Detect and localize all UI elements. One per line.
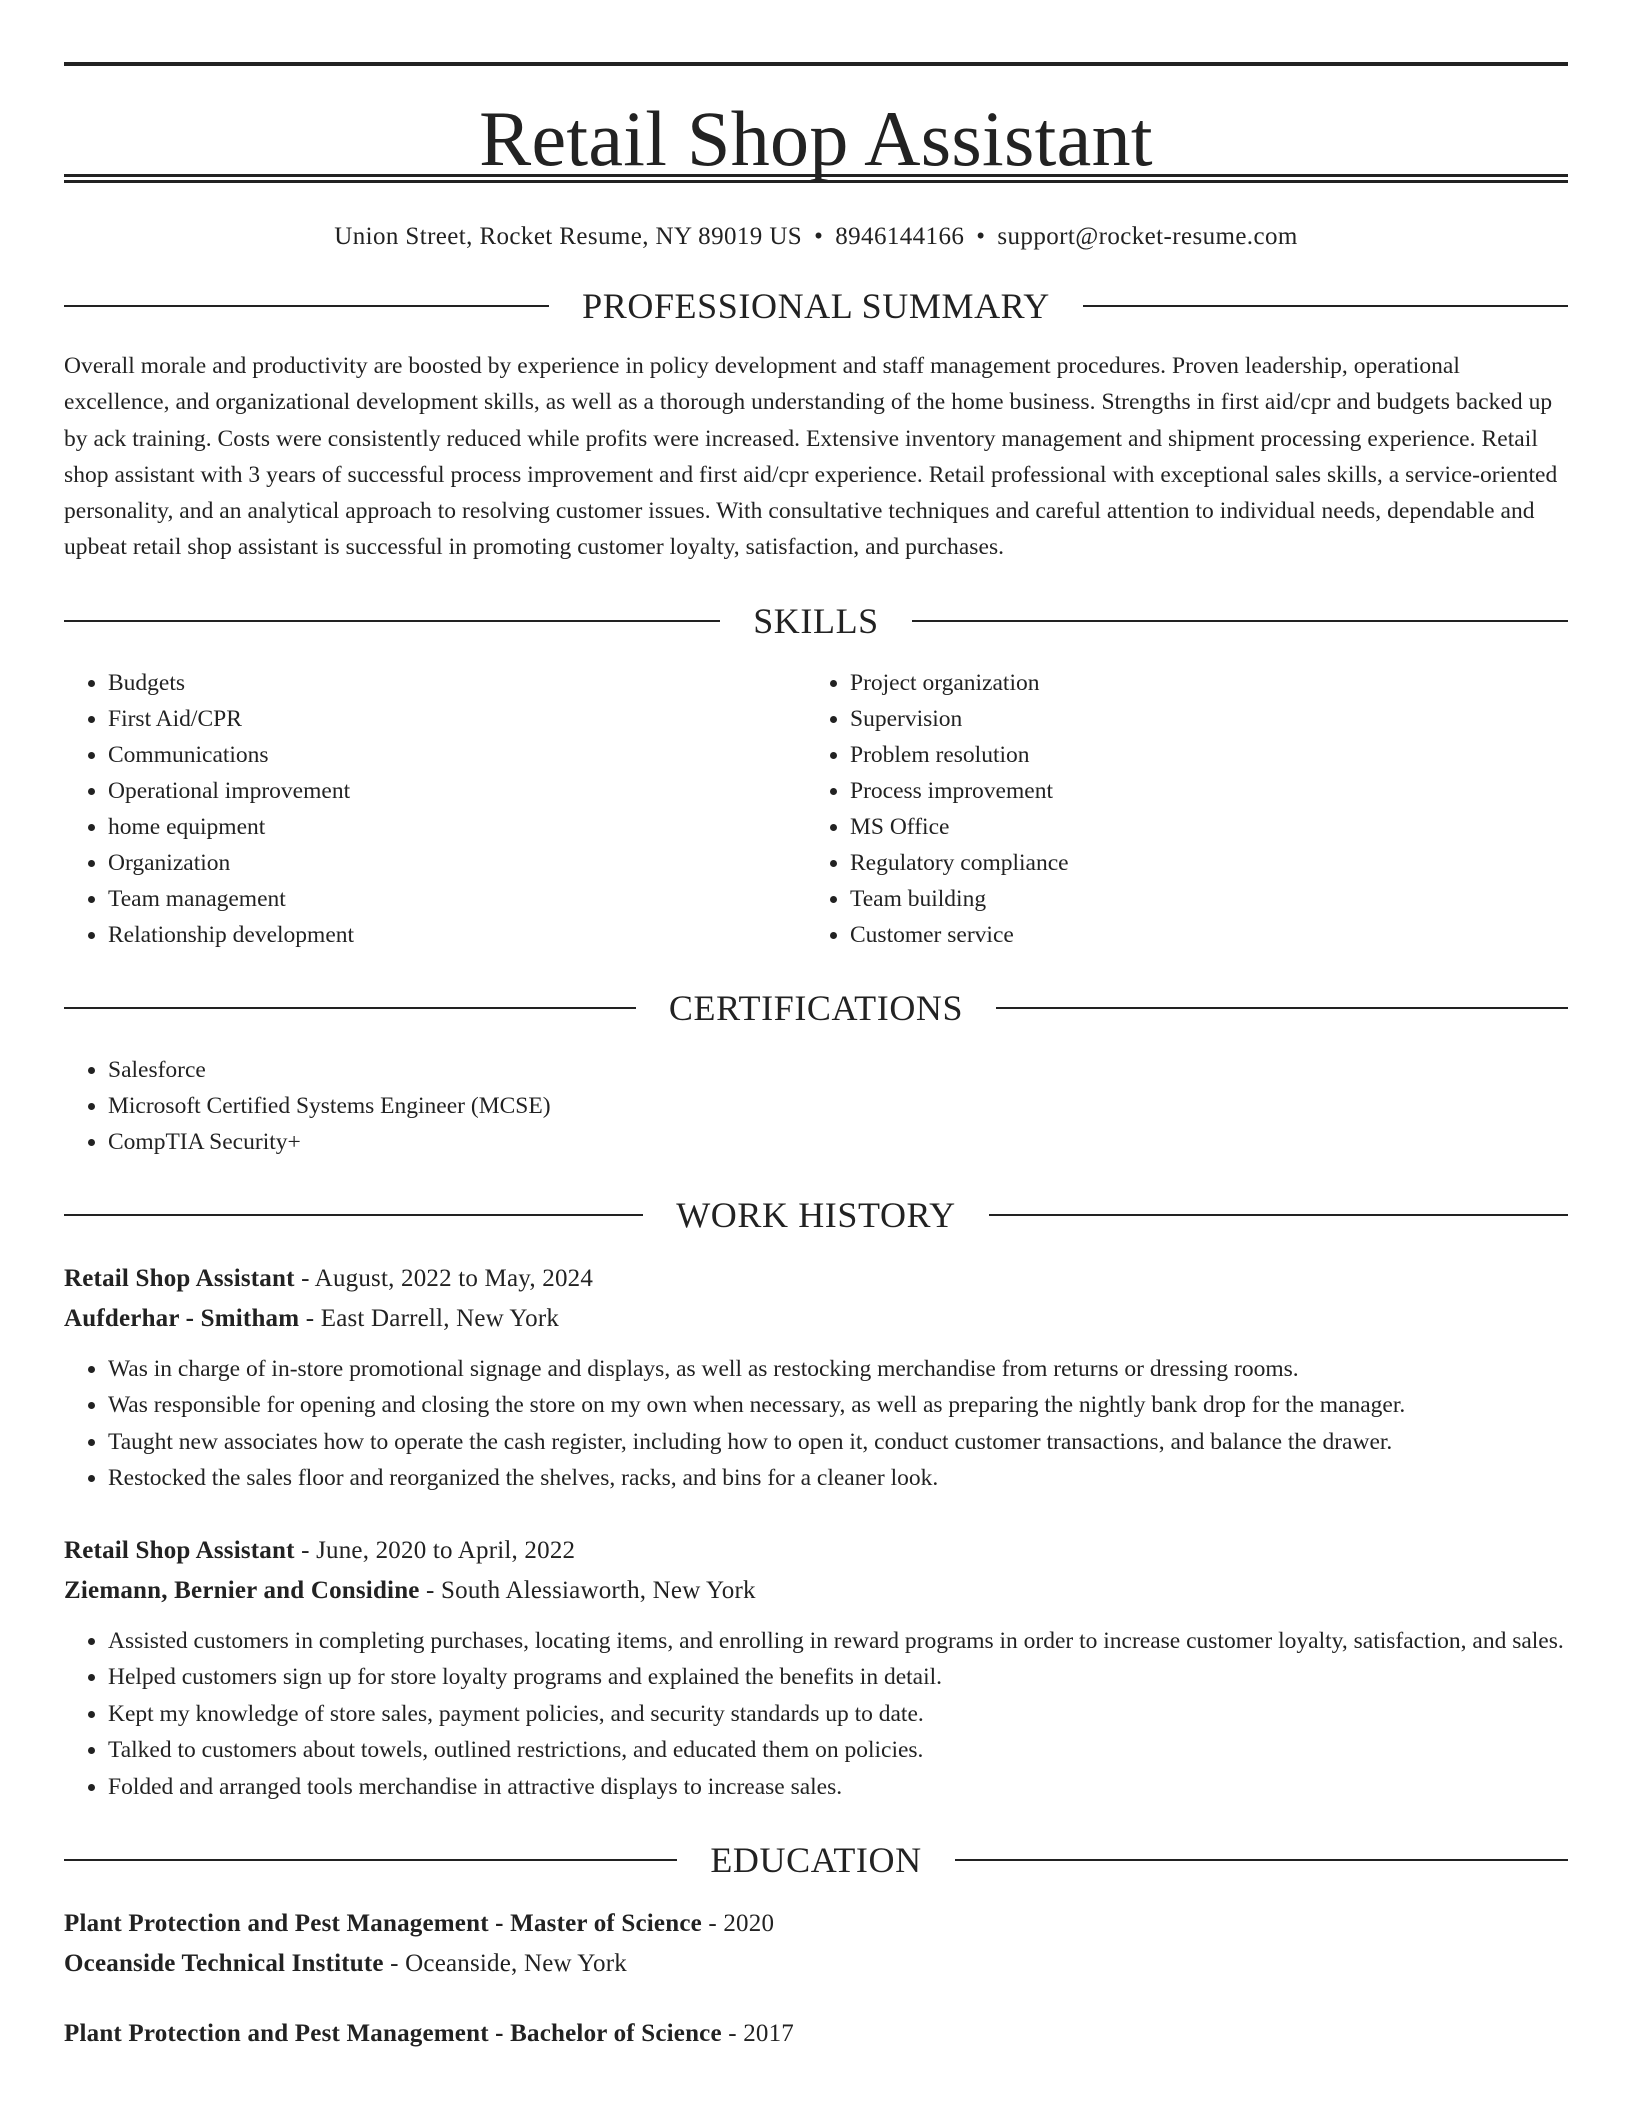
education-school: Oceanside Technical Institute <box>64 1950 384 1978</box>
skills-heading: SKILLS <box>753 600 879 641</box>
contact-address: Union Street, Rocket Resume, NY 89019 US <box>334 223 803 250</box>
job-title: Retail Shop Assistant <box>64 1264 295 1292</box>
certifications-section-header <box>64 988 1568 1028</box>
job-company-line <box>64 1299 1568 1339</box>
contact-email: support@rocket-resume.com <box>997 223 1298 250</box>
skill-item: • Organization <box>108 845 806 881</box>
job-dates: - June, 2020 to April, 2022 <box>294 1536 576 1564</box>
education-list <box>64 1904 1568 2054</box>
job-bullet: • Assisted customers in completing purchases, locating items, and enrolling in reward programs in order to increase customer loyalty, satisfaction, and sales. <box>108 1623 1568 1660</box>
section-rule <box>912 620 1568 622</box>
skill-item: • Customer service <box>850 917 1548 953</box>
education-degree-line <box>64 1904 1568 1944</box>
section-rule <box>955 1859 1568 1861</box>
contact-phone: 8946144166 <box>835 223 965 250</box>
skill-item: • Problem resolution <box>850 737 1548 773</box>
section-rule <box>989 1214 1568 1216</box>
skill-item: • MS Office <box>850 809 1548 845</box>
summary-heading: PROFESSIONAL SUMMARY <box>582 286 1050 326</box>
skill-item: • Operational improvement <box>108 773 806 809</box>
job-bullet: • Folded and arranged tools merchandise in attractive displays to increase sales. <box>108 1769 1568 1806</box>
section-rule <box>64 1214 643 1216</box>
summary-text: Overall morale and productivity are boosted by experience in policy development and staff management procedures. Proven leadership, operational excellence, and organizational development skills, as well as a thorough understanding of the home business. Strengths in first aid/cpr and budgets backed up by ack training. Costs were consistently reduced while profits were increased. Extensive inventory management and shipment processing experience. Retail shop assistant with 3 years of successful process improvement and first aid/cpr experience. Retail professional with exceptional sales skills, a service-oriented personality, and an analytical approach to resolving customer issues. With consultative techniques and careful attention to individual needs, dependable and upbeat retail shop assistant is successful in promoting customer loyalty, satisfaction, and purchases. <box>64 353 1558 561</box>
contact-separator: • <box>976 223 986 250</box>
education-entry <box>64 1904 1568 1984</box>
education-heading: EDUCATION <box>710 1840 922 1881</box>
job-entry <box>64 1259 1568 1497</box>
job-entry <box>64 1531 1568 1806</box>
skill-item: • Process improvement <box>850 773 1548 809</box>
section-rule <box>64 305 549 307</box>
job-location: - South Alessiaworth, New York <box>419 1576 756 1604</box>
section-rule <box>996 1007 1568 1009</box>
job-bullet: • Was responsible for opening and closing the store on my own when necessary, as well as preparing the nightly bank drop for the manager. <box>108 1387 1568 1424</box>
skill-item: • Budgets <box>108 665 806 701</box>
skills-column-right <box>806 665 1548 953</box>
education-year: - 2020 <box>701 1910 775 1938</box>
skill-item: • Project organization <box>850 665 1548 701</box>
education-section-header <box>64 1840 1568 1880</box>
education-entry <box>64 2014 1568 2054</box>
job-title: Retail Shop Assistant <box>64 1536 295 1564</box>
skill-item: • First Aid/CPR <box>108 701 806 737</box>
section-rule <box>64 620 720 622</box>
skill-item: • Supervision <box>850 701 1548 737</box>
job-company: Ziemann, Bernier and Considine <box>64 1576 420 1604</box>
education-degree: Plant Protection and Pest Management - Bachelor of Science <box>64 2020 722 2048</box>
skills-grid <box>64 665 1568 953</box>
job-bullet: • Talked to customers about towels, outlined restrictions, and educated them on policies. <box>108 1732 1568 1769</box>
job-title-line <box>64 1259 1568 1299</box>
work-section-header <box>64 1195 1568 1235</box>
skills-list-left <box>64 665 806 953</box>
skill-item: • Communications <box>108 737 806 773</box>
contact-separator: • <box>814 223 824 250</box>
skill-item: • Team management <box>108 881 806 917</box>
section-rule <box>1083 305 1568 307</box>
job-company-line <box>64 1571 1568 1611</box>
skills-list-right <box>806 665 1548 953</box>
job-bullet: • Was in charge of in-store promotional signage and displays, as well as restocking merchandise from returns or dressing rooms. <box>108 1351 1568 1388</box>
skill-item: • Team building <box>850 881 1548 917</box>
certification-item: • Microsoft Certified Systems Engineer (MCSE) <box>108 1088 1568 1124</box>
education-school-line <box>64 1944 1568 1984</box>
job-bullets <box>64 1351 1568 1497</box>
job-bullet: • Kept my knowledge of store sales, payment policies, and security standards up to date. <box>108 1696 1568 1733</box>
skills-column-left <box>64 665 806 953</box>
job-location: - East Darrell, New York <box>299 1304 560 1332</box>
section-rule <box>64 1859 677 1861</box>
job-title-line <box>64 1531 1568 1571</box>
education-degree-line <box>64 2014 1568 2054</box>
skill-item: • Relationship development <box>108 917 806 953</box>
summary-section-header <box>64 286 1568 326</box>
education-degree: Plant Protection and Pest Management - Master of Science <box>64 1910 702 1938</box>
resume-title: Retail Shop Assistant <box>479 95 1153 182</box>
certifications-list <box>64 1052 1568 1160</box>
contact-line <box>64 223 1568 251</box>
skills-section-header <box>64 601 1568 641</box>
work-heading: WORK HISTORY <box>676 1194 956 1235</box>
skill-item: • Regulatory compliance <box>850 845 1548 881</box>
skill-item: • home equipment <box>108 809 806 845</box>
education-year: - 2017 <box>721 2020 795 2048</box>
job-bullets <box>64 1623 1568 1806</box>
certifications-block <box>64 1052 1568 1160</box>
certification-item: • CompTIA Security+ <box>108 1124 1568 1160</box>
certifications-heading: CERTIFICATIONS <box>668 987 964 1028</box>
work-history <box>64 1259 1568 1806</box>
job-bullet: • Helped customers sign up for store loyalty programs and explained the benefits in detail. <box>108 1659 1568 1696</box>
education-location: - Oceanside, New York <box>383 1950 627 1978</box>
section-rule <box>64 1007 636 1009</box>
job-bullet: • Taught new associates how to operate the cash register, including how to open it, conduct customer transactions, and balance the drawer. <box>108 1424 1568 1461</box>
job-bullet: • Restocked the sales floor and reorganized the shelves, racks, and bins for a cleaner look. <box>108 1460 1568 1497</box>
job-dates: - August, 2022 to May, 2024 <box>294 1264 594 1292</box>
certification-item: • Salesforce <box>108 1052 1568 1088</box>
job-company: Aufderhar - Smitham <box>64 1304 300 1332</box>
